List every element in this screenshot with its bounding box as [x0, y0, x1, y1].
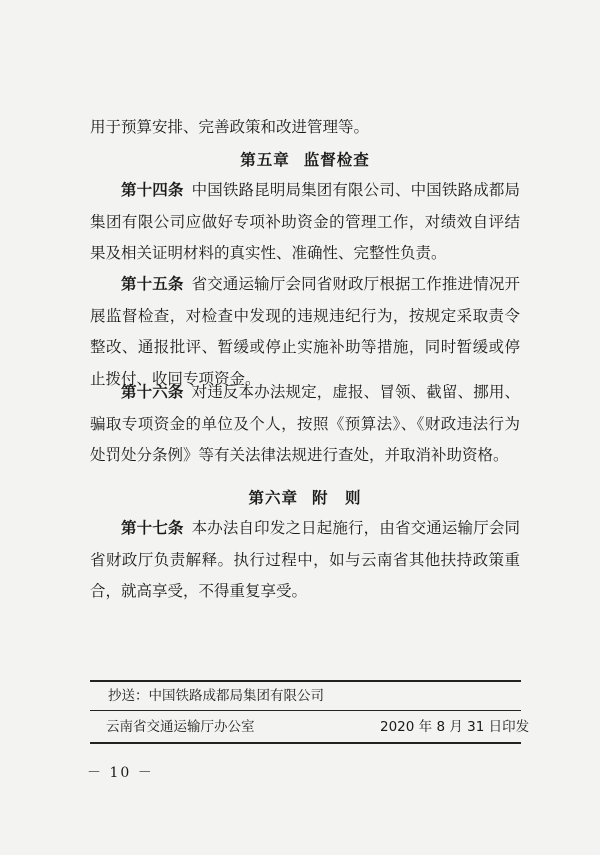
- chapter-6-number: 第六章: [248, 488, 298, 507]
- article-15-text: 省交通运输厅会同省财政厅根据工作推进情况开展监督检查，对检查中发现的违规违纪行为，按规定采取责令整改、通报批评、暂缓或停止实施补助等措施，同时暂缓或停止拨付、收回专项资金。: [90, 275, 520, 388]
- article-17-text: 本办法自印发之日起施行，由省交通运输厅会同省财政厅负责解释。执行过程中，如与云南省其他扶持政策重合，就高享受，不得重复享受。: [90, 519, 520, 600]
- chapter-5-number: 第五章: [240, 150, 290, 169]
- issuer-office: 云南省交通运输厅办公室: [106, 719, 255, 735]
- article-17-label: 第十七条: [121, 518, 184, 537]
- chapter-6-title: 附 则: [312, 488, 362, 507]
- article-16-label: 第十六条: [121, 382, 184, 401]
- article-14-label: 第十四条: [121, 180, 184, 199]
- page-number: － 10 －: [87, 765, 154, 781]
- paragraph-continuation: 用于预算安排、完善政策和改进管理等。: [90, 118, 370, 136]
- article-14: [90, 174, 520, 270]
- issue-date: 2020 年 8 月 31 日印发: [380, 719, 530, 735]
- footer-rule-middle: [90, 710, 521, 711]
- article-17: [90, 512, 520, 608]
- article-16: [90, 376, 520, 472]
- article-15-label: 第十五条: [121, 274, 184, 293]
- footer-rule-bottom: [90, 742, 521, 744]
- chapter-5-heading: [90, 148, 520, 170]
- chapter-5-title: 监督检查: [303, 150, 370, 169]
- chapter-6-heading: [90, 486, 520, 508]
- article-14-text: 中国铁路昆明局集团有限公司、中国铁路成都局集团有限公司应做好专项补助资金的管理工作，对绩效自评结果及相关证明材料的真实性、准确性、完整性负责。: [90, 181, 520, 262]
- footer-rule-top: [90, 680, 521, 682]
- article-16-text: 对违反本办法规定，虚报、冒领、截留、挪用、骗取专项资金的单位及个人，按照《预算法》、《财政违法行为处罚处分条例》等有关法律法规进行查处，并取消补助资格。: [90, 383, 520, 464]
- cc-line: 抄送：中国铁路成都局集团有限公司: [108, 688, 324, 704]
